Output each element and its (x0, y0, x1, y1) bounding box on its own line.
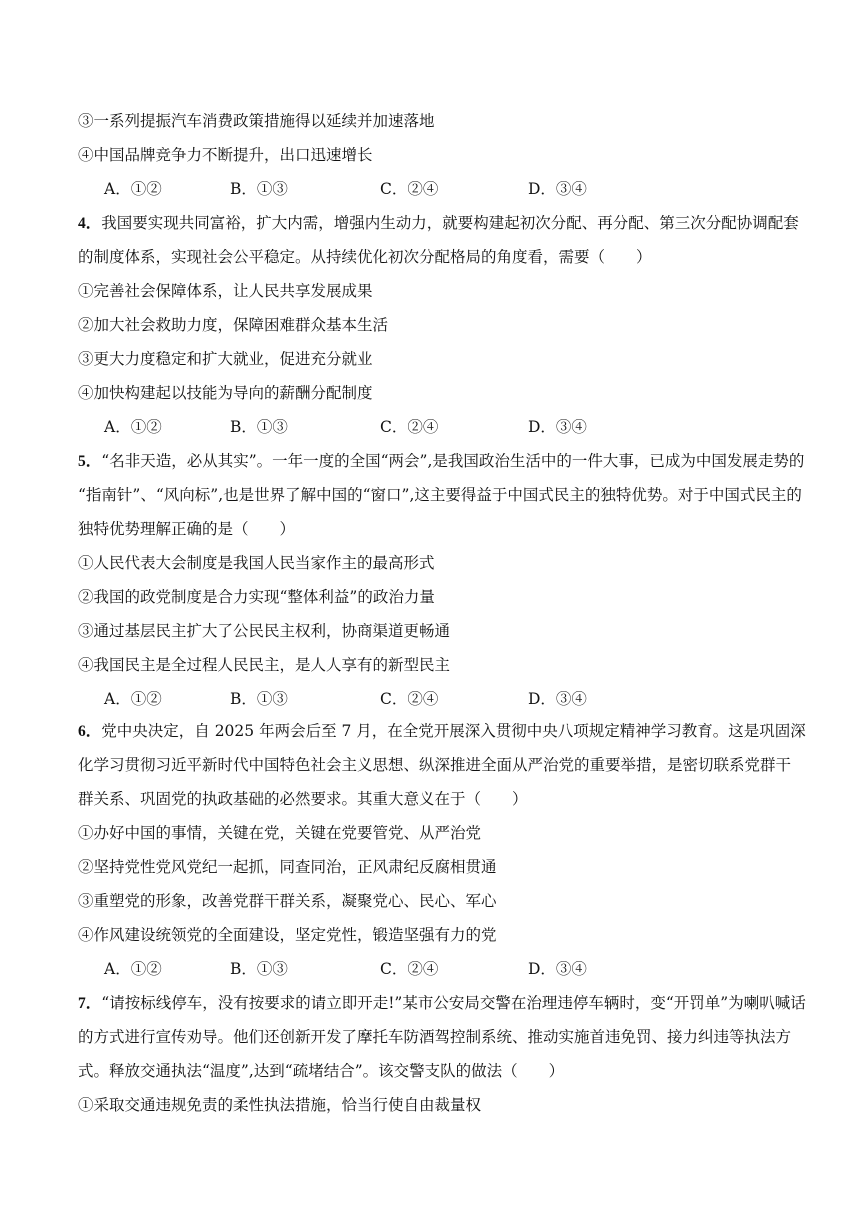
q6-stem-line-1 (78, 720, 806, 743)
q4-item-3: ③更大力度稳定和扩大就业，促进充分就业 (78, 350, 373, 368)
q5-item-3: ③通过基层民主扩大了公民民主权利，协商渠道更畅通 (78, 622, 451, 640)
q5-stem-line-1 (78, 450, 805, 473)
q3-option-b: B．①③ (230, 180, 288, 198)
q6-stem-line-3: 群关系、巩固党的执政基础的必然要求。其重大意义在于（ ） (78, 790, 528, 808)
q5-stem-line-2: “指南针”、“风向标”,也是世界了解中国的“窗口”,这主要得益于中国式民主的独特优势。对于中国式民主的 (78, 486, 802, 504)
q4-option-a: A．①② (104, 418, 162, 436)
q6-item-2: ②坚持党性党风党纪一起抓，同查同治，正风肃纪反腐相贯通 (78, 858, 497, 876)
q4-stem-line-1 (78, 212, 798, 235)
q3-option-a: A．①② (104, 180, 162, 198)
q6-option-b: B．①③ (230, 960, 288, 978)
q6-item-3: ③重塑党的形象，改善党群干群关系，凝聚党心、民心、军心 (78, 892, 497, 910)
q5-item-1: ①人民代表大会制度是我国人民当家作主的最高形式 (78, 554, 435, 572)
q6-option-c: C．②④ (380, 960, 439, 978)
q3-option-d: D．③④ (528, 180, 587, 198)
q5-stem-line-3: 独特优势理解正确的是（ ） (78, 520, 296, 538)
q7-number: 7． (78, 995, 102, 1012)
q7-stem-text-1: “请按标线停车，没有按要求的请立即开走!”某市公安局交警在治理违停车辆时，变“开罚单”为喇叭喊话 (101, 994, 806, 1012)
q5-number: 5． (78, 453, 102, 470)
q6-option-d: D．③④ (528, 960, 587, 978)
q5-item-4: ④我国民主是全过程人民民主，是人人享有的新型民主 (78, 656, 451, 674)
q5-item-2: ②我国的政党制度是合力实现“整体利益”的政治力量 (78, 588, 435, 606)
q7-stem-line-2: 的方式进行宣传劝导。他们还创新开发了摩托车防酒驾控制系统、推动实施首违免罚、接力纠违等执法方 (78, 1028, 792, 1046)
q6-item-1: ①办好中国的事情，关键在党，关键在党要管党、从严治党 (78, 824, 482, 842)
q6-stem-text-1: 党中央决定，自 2025 年两会后至 7 月，在全党开展深入贯彻中央八项规定精神学习教育。这是巩固深 (101, 722, 806, 740)
q3-option-c: C．②④ (380, 180, 439, 198)
q5-option-c: C．②④ (380, 690, 439, 708)
q4-stem-line-2: 的制度体系，实现社会公平稳定。从持续优化初次分配格局的角度看，需要（ ） (78, 248, 652, 266)
q4-option-c: C．②④ (380, 418, 439, 436)
q6-option-a: A．①② (104, 960, 162, 978)
q4-item-1: ①完善社会保障体系，让人民共享发展成果 (78, 282, 373, 300)
q4-number: 4． (78, 215, 102, 232)
q7-stem-line-3: 式。释放交通执法“温度”,达到“疏堵结合”。该交警支队的做法（ ） (78, 1062, 565, 1080)
q7-stem-line-1 (78, 992, 806, 1015)
q5-option-b: B．①③ (230, 690, 288, 708)
q4-stem-text-1: 我国要实现共同富裕，扩大内需，增强内生动力，就要构建起初次分配、再分配、第三次分配协调配套 (101, 214, 799, 232)
q4-option-d: D．③④ (528, 418, 587, 436)
q3-item-3: ③一系列提振汽车消费政策措施得以延续并加速落地 (78, 112, 435, 130)
q5-stem-text-1: “名非天造，必从其实”。一年一度的全国“两会”,是我国政治生活中的一件大事，已成为中国发展走势的 (101, 452, 805, 470)
q3-item-4: ④中国品牌竞争力不断提升，出口迅速增长 (78, 146, 373, 164)
q4-option-b: B．①③ (230, 418, 288, 436)
q4-item-4: ④加快构建起以技能为导向的薪酬分配制度 (78, 384, 373, 402)
q4-item-2: ②加大社会救助力度，保障困难群众基本生活 (78, 316, 389, 334)
q5-option-a: A．①② (104, 690, 162, 708)
q6-stem-line-2: 化学习贯彻习近平新时代中国特色社会主义思想、纵深推进全面从严治党的重要举措，是密切联系党群干 (78, 756, 792, 774)
q6-item-4: ④作风建设统领党的全面建设，坚定党性，锻造坚强有力的党 (78, 926, 497, 944)
q5-option-d: D．③④ (528, 690, 587, 708)
q7-item-1: ①采取交通违规免责的柔性执法措施，恰当行使自由裁量权 (78, 1096, 482, 1114)
q6-number: 6． (78, 723, 102, 740)
